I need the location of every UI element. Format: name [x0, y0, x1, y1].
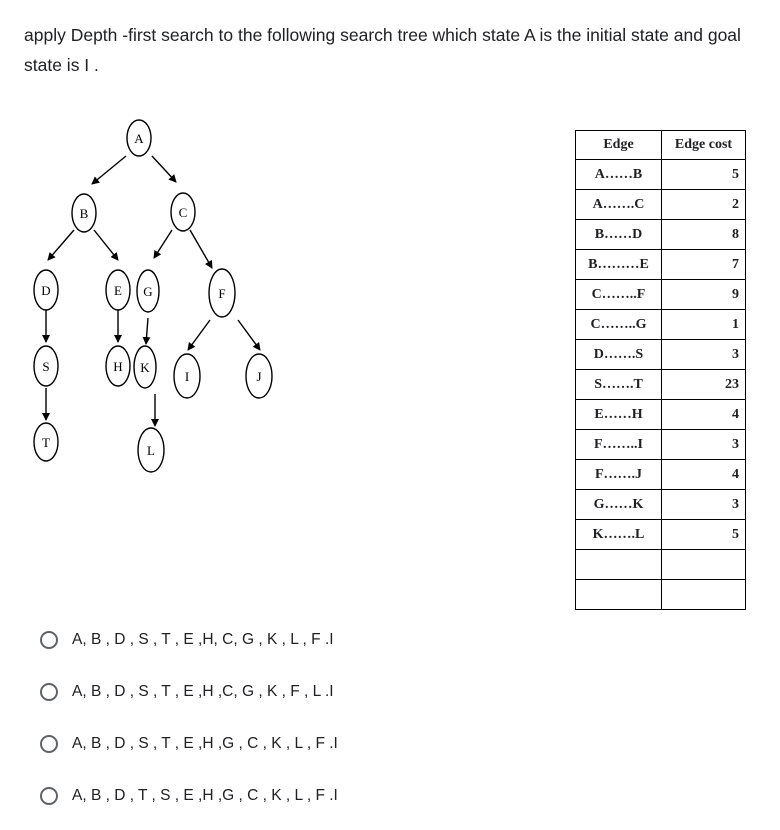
- node-j: [246, 354, 272, 398]
- node-e: [106, 270, 130, 310]
- svg-text:T: T: [42, 435, 50, 450]
- option-label[interactable]: A, B , D , S , T , E ,H ,C, G , K , F , L .I: [72, 683, 334, 700]
- table-row: G……K 3: [576, 490, 746, 520]
- option-1[interactable]: [40, 614, 338, 666]
- node-h: [106, 346, 130, 386]
- table-row: C……..F 9: [576, 280, 746, 310]
- edge-c-g: [154, 230, 172, 258]
- node-g: [137, 270, 159, 312]
- question-text: apply Depth -first search to the following search tree which state A is the initial state and goal state is I .: [24, 25, 741, 75]
- svg-text:G: G: [143, 284, 153, 299]
- svg-text:F: F: [218, 286, 226, 301]
- radio-button[interactable]: [40, 683, 58, 701]
- table-row: [576, 580, 746, 610]
- table-row: D…….S 3: [576, 340, 746, 370]
- svg-text:E: E: [114, 283, 122, 298]
- svg-text:D: D: [41, 283, 51, 298]
- svg-text:K: K: [140, 360, 150, 375]
- svg-text:J: J: [256, 369, 262, 384]
- table-row: A…….C 2: [576, 190, 746, 220]
- node-i: [174, 354, 200, 398]
- svg-text:I: I: [184, 369, 190, 384]
- option-2[interactable]: [40, 666, 338, 718]
- svg-text:C: C: [178, 205, 188, 220]
- edge-f-j: [238, 320, 260, 350]
- table-row: F…….J 4: [576, 460, 746, 490]
- edge-g-k: [146, 318, 148, 344]
- option-4[interactable]: [40, 770, 338, 822]
- node-f: [209, 269, 235, 317]
- table-row: E……H 4: [576, 400, 746, 430]
- table-row: K…….L 5: [576, 520, 746, 550]
- table-row: F……..I 3: [576, 430, 746, 460]
- edge-a-c: [152, 156, 176, 182]
- edge-c-f: [190, 230, 212, 268]
- edge-b-e: [94, 230, 118, 260]
- table-row: S…….T 23: [576, 370, 746, 400]
- node-c: [171, 193, 195, 231]
- svg-text:L: L: [147, 443, 155, 458]
- table-row: B……D 8: [576, 220, 746, 250]
- node-b: [72, 194, 96, 232]
- table-row: B………E 7: [576, 250, 746, 280]
- svg-text:B: B: [79, 206, 89, 221]
- node-l: [138, 428, 164, 472]
- radio-button[interactable]: [40, 631, 58, 649]
- option-label[interactable]: A, B , D , S , T , E ,H ,G , C , K , L , F .I: [72, 735, 338, 752]
- answer-options: [40, 614, 338, 822]
- node-k: [134, 346, 156, 388]
- table-header-row: [576, 131, 746, 160]
- option-label[interactable]: A, B , D , T , S , E ,H ,G , C , K , L , F .I: [72, 787, 338, 804]
- option-3[interactable]: [40, 718, 338, 770]
- edge-cost-header: Edge cost: [662, 131, 746, 160]
- edge-b-d: [48, 230, 74, 260]
- search-tree-diagram: [28, 118, 284, 474]
- svg-text:S: S: [42, 359, 50, 374]
- node-s: [34, 346, 58, 386]
- edge-a-b: [92, 156, 126, 184]
- table-row: [576, 550, 746, 580]
- table-row: A……B 5: [576, 160, 746, 190]
- node-a: [127, 120, 151, 156]
- radio-button[interactable]: [40, 787, 58, 805]
- option-label[interactable]: A, B , D , S , T , E ,H, C, G , K , L , F .I: [72, 631, 334, 648]
- radio-button[interactable]: [40, 735, 58, 753]
- table-row: C……..G 1: [576, 310, 746, 340]
- edge-header: Edge: [576, 131, 662, 160]
- svg-text:A: A: [134, 131, 144, 146]
- svg-text:H: H: [113, 359, 123, 374]
- node-t: [34, 423, 58, 461]
- edge-cost-table: [575, 130, 746, 610]
- edge-f-i: [188, 320, 210, 350]
- node-d: [34, 270, 58, 310]
